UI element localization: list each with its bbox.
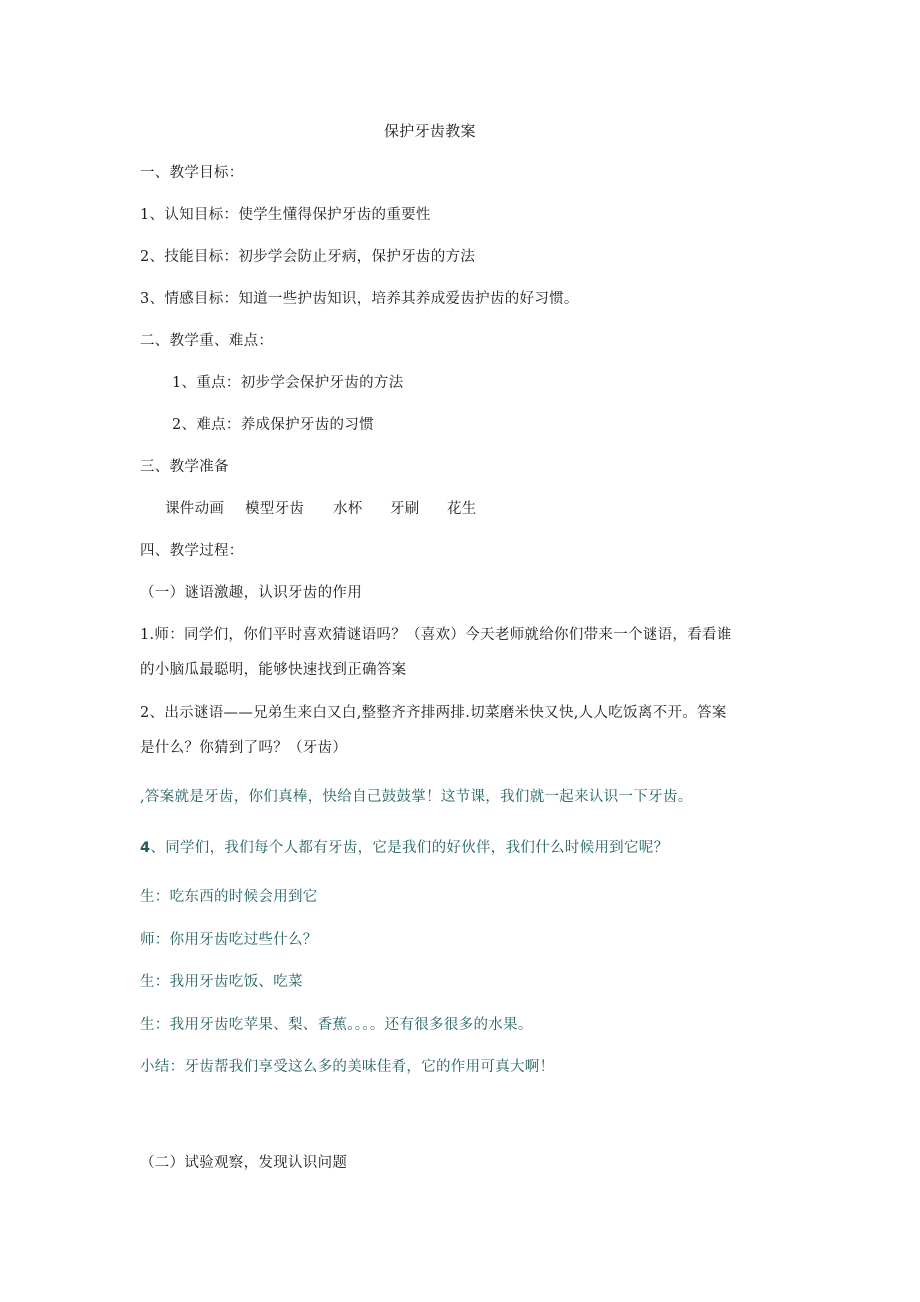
summary-line: 小结：牙齿帮我们享受这么多的美味佳肴，它的作用可真大啊！ [140, 1059, 555, 1075]
paragraph-3: ,答案就是牙齿，你们真棒，快给自己鼓鼓掌！这节课，我们就一起来认识一下牙齿。 [140, 789, 693, 805]
section-heading-key-points: 二、教学重、难点： [140, 333, 274, 349]
paragraph-1-line-1: 1.师：同学们，你们平时喜欢猜谜语吗？（喜欢）今天老师就给你们带来一个谜语，看看谁 [140, 627, 732, 643]
section-heading-preparation: 三、教学准备 [140, 459, 229, 475]
objective-item-3: 3、情感目标：知道一些护齿知识，培养其养成爱齿护齿的好习惯。 [140, 291, 579, 307]
paragraph-2-line-1: 2、出示谜语——兄弟生来白又白,整整齐齐排两排.切菜磨米快又快,人人吃饭离不开。答案 [140, 705, 727, 721]
key-point-item-1: 1、重点：初步学会保护牙齿的方法 [172, 375, 404, 391]
paragraph-4 [140, 838, 668, 858]
paragraph-2-line-2: 是什么？你猜到了吗？（牙齿） [140, 740, 348, 756]
key-point-item-2: 2、难点：养成保护牙齿的习惯 [172, 417, 374, 433]
material-item: 花生 [447, 501, 477, 517]
dialogue-line-2: 师：你用牙齿吃过些什么？ [140, 932, 318, 948]
preparation-materials [165, 499, 477, 519]
dialogue-line-1: 生：吃东西的时候会用到它 [140, 889, 318, 905]
material-item: 牙刷 [390, 501, 420, 517]
section-heading-process: 四、教学过程： [140, 543, 244, 559]
section-heading-objectives: 一、教学目标： [140, 165, 244, 181]
material-item: 课件动画 [165, 501, 225, 517]
paragraph-4-number: 4 [140, 840, 151, 856]
part2-heading: （二）试验观察，发现认识问题 [140, 1155, 348, 1171]
dialogue-line-4: 生：我用牙齿吃苹果、梨、香蕉。。。。还有很多很多的水果。 [140, 1017, 533, 1033]
material-item: 水杯 [333, 501, 363, 517]
objective-item-2: 2、技能目标：初步学会防止牙病，保护牙齿的方法 [140, 249, 476, 265]
material-item: 模型牙齿 [245, 501, 305, 517]
paragraph-4-text: 、同学们，我们每个人都有牙齿，它是我们的好伙伴，我们什么时候用到它呢？ [150, 840, 669, 856]
part1-heading: （一）谜语激趣，认识牙齿的作用 [140, 585, 362, 601]
objective-item-1: 1、认知目标：使学生懂得保护牙齿的重要性 [140, 207, 431, 223]
dialogue-line-3: 生：我用牙齿吃饭、吃菜 [140, 974, 303, 990]
document-title: 保护牙齿教案 [384, 122, 476, 140]
paragraph-1-line-2: 的小脑瓜最聪明，能够快速找到正确答案 [140, 662, 407, 678]
